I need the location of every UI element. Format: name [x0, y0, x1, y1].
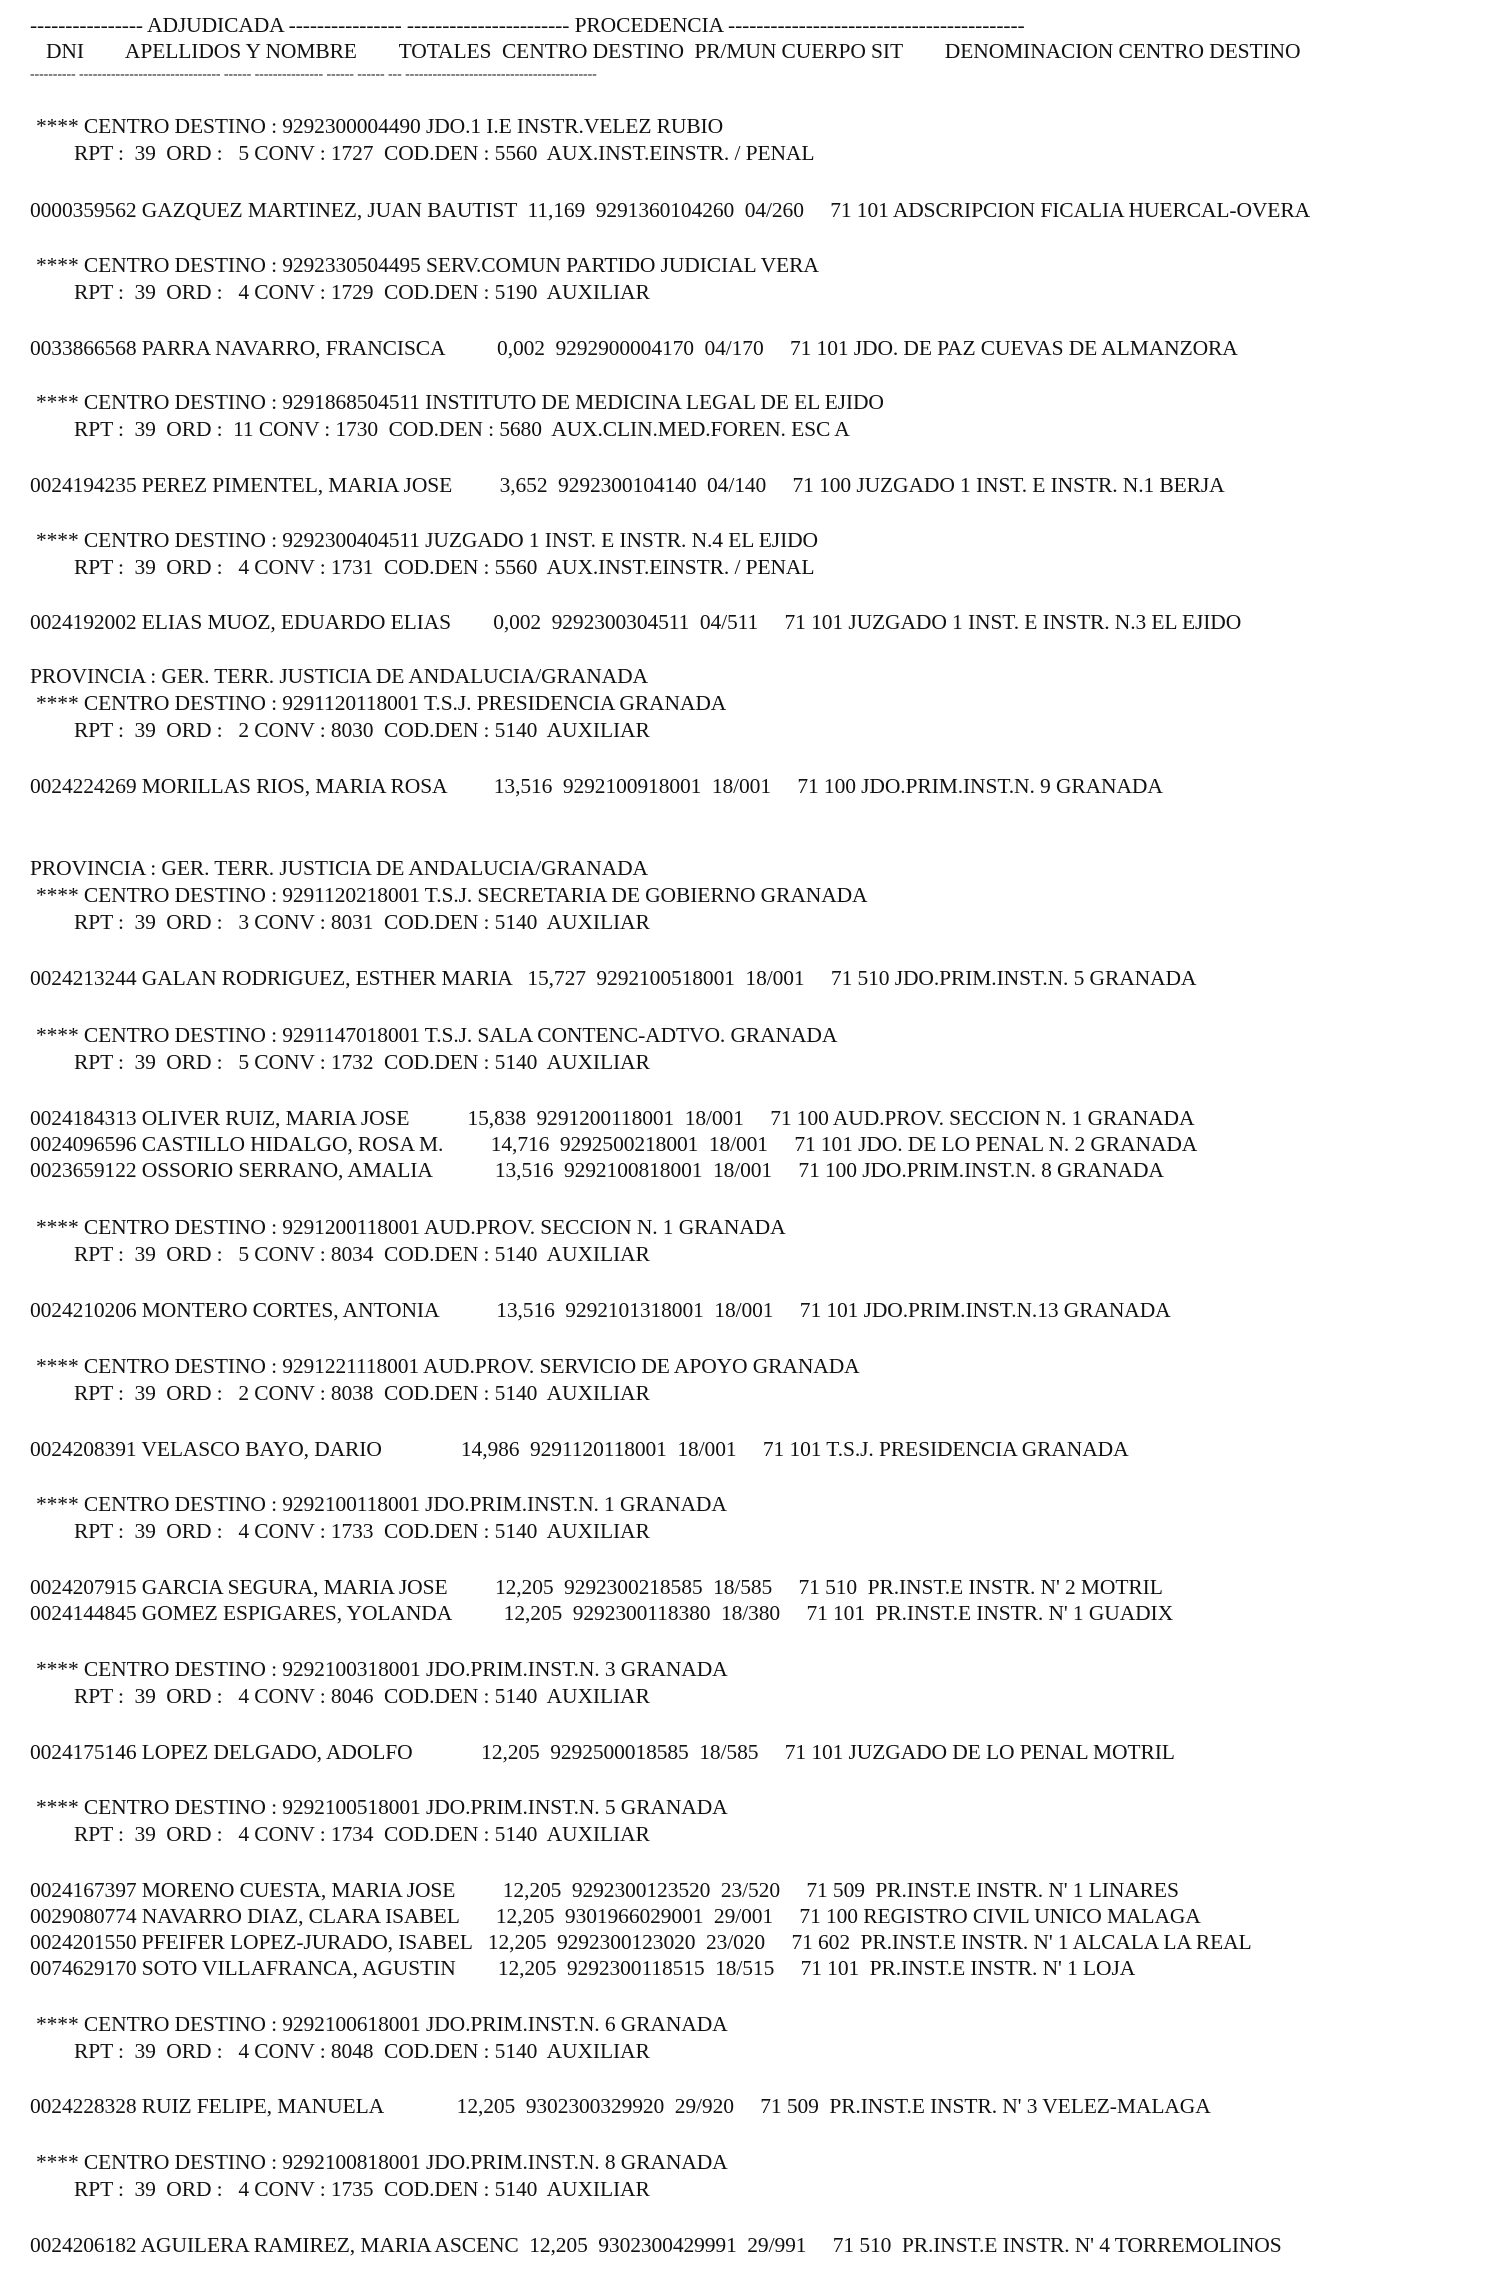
record-line: 0024144845 GOMEZ ESPIGARES, YOLANDA 12,205 9292300118380 18/380 71 101 PR.INST.E INSTR. N' 1 GUADIX: [30, 1601, 1174, 1625]
record-line: 0023659122 OSSORIO SERRANO, AMALIA 13,516 9292100818001 18/001 71 100 JDO.PRIM.INST.N. 8 GRANADA: [30, 1158, 1164, 1182]
centro-destino-line: **** CENTRO DESTINO : 9292300404511 JUZGADO 1 INST. E INSTR. N.4 EL EJIDO: [36, 528, 818, 552]
centro-destino-line: **** CENTRO DESTINO : 9292100618001 JDO.PRIM.INST.N. 6 GRANADA: [36, 2012, 728, 2036]
provincia-line: PROVINCIA : GER. TERR. JUSTICIA DE ANDALUCIA/GRANADA: [30, 856, 648, 880]
rpt-line: RPT : 39 ORD : 4 CONV : 1733 COD.DEN : 5140 AUXILIAR: [74, 1519, 650, 1543]
record-line: 0029080774 NAVARRO DIAZ, CLARA ISABEL 12,205 9301966029001 29/001 71 100 REGISTRO CIVIL UNICO MALAGA: [30, 1904, 1201, 1928]
record-line: 0024167397 MORENO CUESTA, MARIA JOSE 12,205 9292300123520 23/520 71 509 PR.INST.E INSTR. N' 1 LINARES: [30, 1878, 1179, 1902]
header-columns: DNI APELLIDOS Y NOMBRE TOTALES CENTRO DESTINO PR/MUN CUERPO SIT DENOMINACION CENTRO DESTINO: [46, 39, 1301, 63]
centro-destino-line: **** CENTRO DESTINO : 9291221118001 AUD.PROV. SERVICIO DE APOYO GRANADA: [36, 1354, 860, 1378]
record-line: 0033866568 PARRA NAVARRO, FRANCISCA 0,002 9292900004170 04/170 71 101 JDO. DE PAZ CUEVAS DE ALMANZORA: [30, 336, 1238, 360]
rpt-line: RPT : 39 ORD : 4 CONV : 1731 COD.DEN : 5560 AUX.INST.EINSTR. / PENAL: [74, 555, 815, 579]
rpt-line: RPT : 39 ORD : 5 CONV : 8034 COD.DEN : 5140 AUXILIAR: [74, 1242, 650, 1266]
centro-destino-line: **** CENTRO DESTINO : 9292100118001 JDO.PRIM.INST.N. 1 GRANADA: [36, 1492, 727, 1516]
rpt-line: RPT : 39 ORD : 4 CONV : 8046 COD.DEN : 5140 AUXILIAR: [74, 1684, 650, 1708]
record-line: 0024207915 GARCIA SEGURA, MARIA JOSE 12,205 9292300218585 18/585 71 510 PR.INST.E INSTR. N' 2 MOTRIL: [30, 1575, 1163, 1599]
centro-destino-line: **** CENTRO DESTINO : 9292300004490 JDO.1 I.E INSTR.VELEZ RUBIO: [36, 114, 724, 138]
rpt-line: RPT : 39 ORD : 4 CONV : 8048 COD.DEN : 5140 AUXILIAR: [74, 2039, 650, 2063]
centro-destino-line: **** CENTRO DESTINO : 9291147018001 T.S.J. SALA CONTENC-ADTVO. GRANADA: [36, 1023, 838, 1047]
centro-destino-line: **** CENTRO DESTINO : 9292330504495 SERV.COMUN PARTIDO JUDICIAL VERA: [36, 253, 819, 277]
rpt-line: RPT : 39 ORD : 4 CONV : 1734 COD.DEN : 5140 AUXILIAR: [74, 1822, 650, 1846]
record-line: 0024175146 LOPEZ DELGADO, ADOLFO 12,205 9292500018585 18/585 71 101 JUZGADO DE LO PENAL MOTRIL: [30, 1740, 1175, 1764]
record-line: 0000359562 GAZQUEZ MARTINEZ, JUAN BAUTIST 11,169 9291360104260 04/260 71 101 ADSCRIPCION FICALIA HUERCAL-OVERA: [30, 198, 1311, 222]
rpt-line: RPT : 39 ORD : 4 CONV : 1735 COD.DEN : 5140 AUXILIAR: [74, 2177, 650, 2201]
rpt-line: RPT : 39 ORD : 4 CONV : 1729 COD.DEN : 5190 AUXILIAR: [74, 280, 650, 304]
record-line: 0024213244 GALAN RODRIGUEZ, ESTHER MARIA 15,727 9292100518001 18/001 71 510 JDO.PRIM.INST.N. 5 GRANADA: [30, 966, 1197, 990]
record-line: 0024184313 OLIVER RUIZ, MARIA JOSE 15,838 9291200118001 18/001 71 100 AUD.PROV. SECCION N. 1 GRANADA: [30, 1106, 1195, 1130]
header-rule-top: ---------------- ADJUDICADA ---------------- ----------------------- PROCEDENCIA ------------------------------------------: [30, 13, 1025, 37]
record-line: 0024210206 MONTERO CORTES, ANTONIA 13,516 9292101318001 18/001 71 101 JDO.PRIM.INST.N.13 GRANADA: [30, 1298, 1171, 1322]
record-line: 0024192002 ELIAS MUOZ, EDUARDO ELIAS 0,002 9292300304511 04/511 71 101 JUZGADO 1 INST. E INSTR. N.3 EL EJIDO: [30, 610, 1242, 634]
record-line: 0024228328 RUIZ FELIPE, MANUELA 12,205 9302300329920 29/920 71 509 PR.INST.E INSTR. N' 3 VELEZ-MALAGA: [30, 2094, 1211, 2118]
header-rule-bottom: ---------- ------------------------------- ------ --------------- ------ ------ --- ------------------------------------------: [30, 67, 597, 82]
rpt-line: RPT : 39 ORD : 5 CONV : 1727 COD.DEN : 5560 AUX.INST.EINSTR. / PENAL: [74, 141, 815, 165]
rpt-line: RPT : 39 ORD : 2 CONV : 8038 COD.DEN : 5140 AUXILIAR: [74, 1381, 650, 1405]
centro-destino-line: **** CENTRO DESTINO : 9291868504511 INSTITUTO DE MEDICINA LEGAL DE EL EJIDO: [36, 390, 884, 414]
provincia-line: PROVINCIA : GER. TERR. JUSTICIA DE ANDALUCIA/GRANADA: [30, 664, 648, 688]
record-line: 0024201550 PFEIFER LOPEZ-JURADO, ISABEL 12,205 9292300123020 23/020 71 602 PR.INST.E INSTR. N' 1 ALCALA LA REAL: [30, 1930, 1252, 1954]
rpt-line: RPT : 39 ORD : 11 CONV : 1730 COD.DEN : 5680 AUX.CLIN.MED.FOREN. ESC A: [74, 417, 850, 441]
record-line: 0024194235 PEREZ PIMENTEL, MARIA JOSE 3,652 9292300104140 04/140 71 100 JUZGADO 1 INST. E INSTR. N.1 BERJA: [30, 473, 1225, 497]
record-line: 0024224269 MORILLAS RIOS, MARIA ROSA 13,516 9292100918001 18/001 71 100 JDO.PRIM.INST.N. 9 GRANADA: [30, 774, 1163, 798]
record-line: 0024208391 VELASCO BAYO, DARIO 14,986 9291120118001 18/001 71 101 T.S.J. PRESIDENCIA GRANADA: [30, 1437, 1129, 1461]
rpt-line: RPT : 39 ORD : 3 CONV : 8031 COD.DEN : 5140 AUXILIAR: [74, 910, 650, 934]
record-line: 0024206182 AGUILERA RAMIREZ, MARIA ASCENC 12,205 9302300429991 29/991 71 510 PR.INST.E INSTR. N' 4 TORREMOLINOS: [30, 2233, 1282, 2257]
centro-destino-line: **** CENTRO DESTINO : 9292100818001 JDO.PRIM.INST.N. 8 GRANADA: [36, 2150, 728, 2174]
record-line: 0024096596 CASTILLO HIDALGO, ROSA M. 14,716 9292500218001 18/001 71 101 JDO. DE LO PENAL N. 2 GRANADA: [30, 1132, 1198, 1156]
centro-destino-line: **** CENTRO DESTINO : 9292100318001 JDO.PRIM.INST.N. 3 GRANADA: [36, 1657, 728, 1681]
rpt-line: RPT : 39 ORD : 2 CONV : 8030 COD.DEN : 5140 AUXILIAR: [74, 718, 650, 742]
record-line: 0074629170 SOTO VILLAFRANCA, AGUSTIN 12,205 9292300118515 18/515 71 101 PR.INST.E INSTR. N' 1 LOJA: [30, 1956, 1136, 1980]
centro-destino-line: **** CENTRO DESTINO : 9292100518001 JDO.PRIM.INST.N. 5 GRANADA: [36, 1795, 728, 1819]
centro-destino-line: **** CENTRO DESTINO : 9291120218001 T.S.J. SECRETARIA DE GOBIERNO GRANADA: [36, 883, 868, 907]
centro-destino-line: **** CENTRO DESTINO : 9291200118001 AUD.PROV. SECCION N. 1 GRANADA: [36, 1215, 786, 1239]
centro-destino-line: **** CENTRO DESTINO : 9291120118001 T.S.J. PRESIDENCIA GRANADA: [36, 691, 727, 715]
rpt-line: RPT : 39 ORD : 5 CONV : 1732 COD.DEN : 5140 AUXILIAR: [74, 1050, 650, 1074]
